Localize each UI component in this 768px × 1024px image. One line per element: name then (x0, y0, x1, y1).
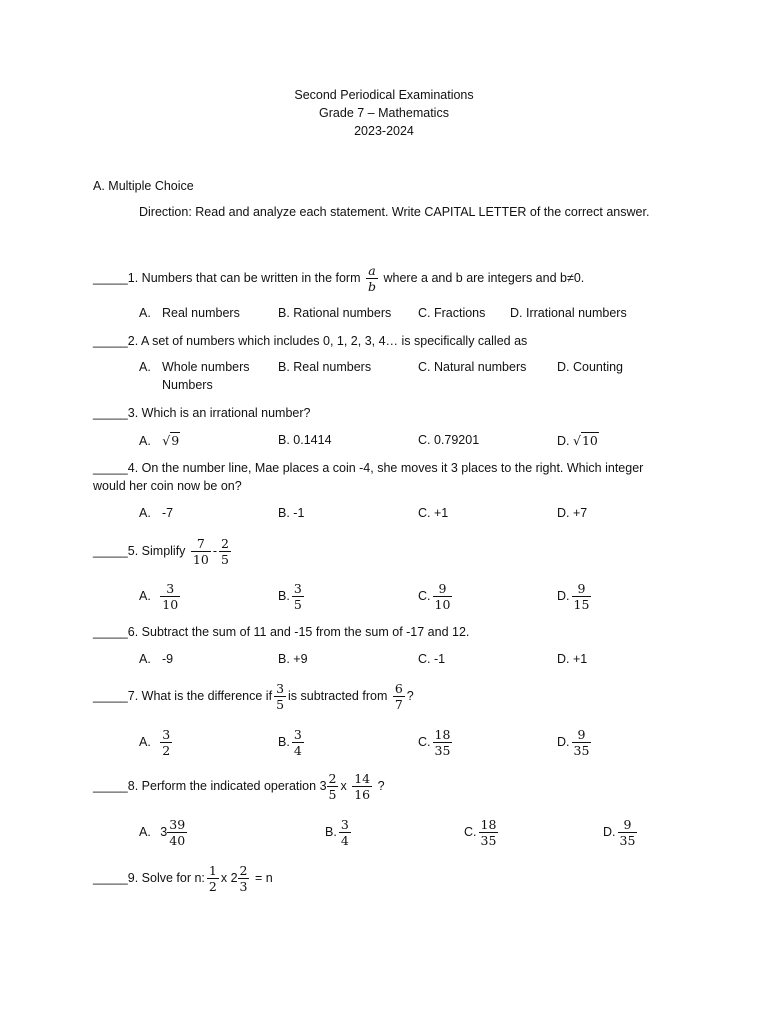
q7-fraction-1 (274, 681, 286, 712)
q5-c-den: 10 (434, 597, 451, 613)
q7-choice-c (418, 725, 454, 759)
q2-choice-c: C. Natural numbers (418, 360, 527, 374)
question-1 (93, 262, 584, 294)
answer-blank[interactable]: _____ (93, 334, 128, 348)
q1-text-post: where a and b are integers and b≠0. (383, 271, 585, 285)
q8-choice-a (139, 815, 189, 849)
q9-whole: 2 (230, 871, 238, 885)
question-9 (93, 861, 273, 895)
q4-choice-b: B. -1 (278, 506, 305, 520)
q5-b-fraction (292, 581, 304, 612)
answer-blank[interactable]: _____ (93, 406, 128, 420)
q5-d-fraction (572, 581, 592, 612)
q8-f1-den: 5 (328, 787, 337, 803)
q7-fraction-2 (393, 681, 405, 712)
direction-text: Direction: Read and analyze each statement. Write CAPITAL LETTER of the correct answer. (139, 205, 650, 219)
question-2 (93, 334, 527, 348)
exam-subtitle: Grade 7 – Mathematics (319, 106, 449, 120)
q8-f1-num: 2 (328, 771, 337, 787)
question-6 (93, 625, 469, 639)
q2-choice-d: D. Counting (557, 360, 624, 374)
q5-a-label: A. (139, 589, 151, 603)
answer-blank[interactable]: _____ (93, 689, 128, 703)
section-title: A. Multiple Choice (93, 179, 194, 193)
q3-choice-c: C. 0.79201 (418, 433, 480, 447)
q9-f2-den: 3 (239, 879, 248, 895)
q5-text-pre: 5. Simplify (127, 544, 186, 558)
q3-a-label: A. (139, 434, 151, 448)
q7-d-label: D. (557, 735, 570, 749)
q8-b-den: 4 (340, 833, 349, 849)
q3-sqrt-9: √9 (162, 433, 180, 448)
q7-b-label: B. (278, 735, 290, 749)
q3-radicand-d: 10 (581, 433, 598, 448)
q4-choice-c: C. +1 (418, 506, 449, 520)
q8-c-den: 35 (480, 833, 497, 849)
q2-choice-a-label: A. (139, 360, 151, 374)
q8-a-whole: 3 (160, 825, 168, 839)
q6-text: 6. Subtract the sum of 11 and -15 from the sum of -17 and 12. (127, 625, 470, 639)
q1-choice-a-label: A. (139, 306, 151, 320)
q7-a-fraction (160, 727, 172, 758)
answer-blank[interactable]: _____ (93, 625, 128, 639)
q2-choice-b: B. Real numbers (278, 360, 372, 374)
q8-whole: 3 (319, 779, 327, 793)
q3-d-label: D. (557, 434, 570, 448)
q7-choice-a (139, 725, 174, 759)
q8-c-label: C. (464, 825, 477, 839)
q1-frac-num: a (366, 263, 378, 279)
q1-frac-den: b (368, 279, 377, 295)
q7-b-fraction (292, 727, 304, 758)
q3-radicand-a: 9 (171, 433, 180, 448)
q7-choice-b (278, 725, 306, 759)
q5-choice-a (139, 579, 182, 613)
q5-d-label: D. (557, 589, 570, 603)
q2-choice-d-wrap: Numbers (162, 378, 213, 392)
q9-times: x (220, 871, 228, 885)
q5-f1-num: 7 (191, 536, 211, 552)
q7-choice-d (557, 725, 593, 759)
q7-text-mid: is subtracted from (288, 689, 388, 703)
q8-b-label: B. (325, 825, 337, 839)
question-7 (93, 679, 414, 713)
q8-d-den: 35 (619, 833, 636, 849)
q7-f1-num: 3 (276, 681, 285, 697)
q8-text-pre: 8. Perform the indicated operation (127, 779, 317, 793)
q6-choice-b: B. +9 (278, 652, 308, 666)
q5-f2-num: 2 (220, 536, 229, 552)
q9-f2-num: 2 (239, 863, 248, 879)
q5-minus: - (212, 544, 217, 558)
q5-fraction-2 (219, 536, 231, 567)
question-4 (93, 461, 643, 475)
q8-a-label: A. (139, 825, 151, 839)
q4-choice-d: D. +7 (557, 506, 588, 520)
q8-a-den: 40 (169, 833, 186, 849)
q5-c-num: 9 (433, 581, 453, 597)
q8-d-num: 9 (618, 817, 638, 833)
q8-choice-c (464, 815, 500, 849)
q1-choice-a: Real numbers (162, 306, 240, 320)
answer-blank[interactable]: _____ (93, 271, 128, 285)
q8-b-num: 3 (340, 817, 349, 833)
q4-choice-a-label: A. (139, 506, 151, 520)
q8-d-label: D. (603, 825, 616, 839)
q4-choice-a: -7 (162, 506, 174, 520)
q1-choice-c: C. Fractions (418, 306, 486, 320)
q7-a-den: 2 (162, 743, 171, 759)
q3-choice-a (139, 433, 180, 448)
q7-c-num: 18 (434, 727, 451, 743)
q7-c-fraction (433, 727, 453, 758)
q8-c-num: 18 (480, 817, 497, 833)
q9-fraction-1 (207, 863, 219, 894)
q8-choice-b (325, 815, 353, 849)
q5-c-fraction (433, 581, 453, 612)
q8-f2-den: 16 (354, 787, 371, 803)
q8-text-post: ? (377, 779, 385, 793)
q7-c-label: C. (418, 735, 431, 749)
q7-text-pre: 7. What is the difference if (127, 689, 273, 703)
q7-d-num: 9 (572, 727, 592, 743)
q6-choice-c: C. -1 (418, 652, 446, 666)
q8-times: x (340, 779, 347, 793)
q5-d-num: 9 (572, 581, 592, 597)
q9-f1-den: 2 (208, 879, 217, 895)
q4-text-line2: would her coin now be on? (93, 479, 242, 493)
q5-a-den: 10 (162, 597, 179, 613)
q8-b-fraction (339, 817, 351, 848)
q1-text-pre: 1. Numbers that can be written in the form (127, 271, 361, 285)
q1-fraction (366, 263, 378, 294)
answer-blank[interactable]: _____ (93, 461, 128, 475)
q5-a-num: 3 (160, 581, 180, 597)
q5-c-label: C. (418, 589, 431, 603)
question-5 (93, 534, 233, 568)
q5-fraction-1 (191, 536, 211, 567)
q8-c-fraction (479, 817, 499, 848)
q7-f2-num: 6 (394, 681, 403, 697)
exam-title: Second Periodical Examinations (294, 88, 474, 102)
q7-a-label: A. (139, 735, 151, 749)
q5-d-den: 15 (573, 597, 590, 613)
q5-choice-d (557, 579, 593, 613)
q1-choice-d: D. Irrational numbers (510, 306, 627, 320)
answer-blank[interactable]: _____ (93, 871, 128, 885)
q6-choice-d: D. +1 (557, 652, 588, 666)
q7-d-fraction (572, 727, 592, 758)
q8-fraction-2 (352, 771, 372, 802)
q5-a-fraction (160, 581, 180, 612)
q5-f1-den: 10 (192, 552, 209, 568)
q5-b-num: 3 (293, 581, 302, 597)
q7-a-num: 3 (162, 727, 171, 743)
q3-choice-d (557, 433, 599, 448)
q3-choice-b: B. 0.1414 (278, 433, 332, 447)
q7-b-num: 3 (293, 727, 302, 743)
answer-blank[interactable]: _____ (93, 779, 128, 793)
question-8 (93, 769, 385, 803)
q1-choice-b: B. Rational numbers (278, 306, 392, 320)
q9-text-pre: 9. Solve for n: (127, 871, 205, 885)
q5-b-label: B. (278, 589, 290, 603)
q2-choice-a: Whole numbers (162, 360, 250, 374)
q7-b-den: 4 (293, 743, 302, 759)
q6-choice-a-label: A. (139, 652, 151, 666)
q6-choice-a: -9 (162, 652, 174, 666)
q5-f2-den: 5 (220, 552, 229, 568)
q9-fraction-2 (238, 863, 250, 894)
q8-a-fraction (167, 817, 187, 848)
q8-f2-num: 14 (354, 771, 371, 787)
q3-text: 3. Which is an irrational number? (127, 406, 311, 420)
school-year: 2023-2024 (354, 124, 414, 138)
q4-text-line1: 4. On the number line, Mae places a coin -4, she moves it 3 places to the right. Which integer (127, 461, 644, 475)
q8-choice-d (603, 815, 639, 849)
q9-f1-num: 1 (208, 863, 217, 879)
q5-b-den: 5 (293, 597, 302, 613)
question-3 (93, 406, 311, 420)
q2-text: 2. A set of numbers which includes 0, 1, 2, 3, 4… is specifically called as (127, 334, 528, 348)
q7-text-post: ? (406, 689, 414, 703)
q7-f1-den: 5 (276, 697, 285, 713)
q7-c-den: 35 (434, 743, 451, 759)
answer-blank[interactable]: _____ (93, 544, 128, 558)
q8-a-num: 39 (169, 817, 186, 833)
q5-choice-c (418, 579, 454, 613)
q7-f2-den: 7 (394, 697, 403, 713)
q3-sqrt-10: √10 (572, 433, 598, 448)
q5-choice-b (278, 579, 306, 613)
q9-text-post: = n (254, 871, 273, 885)
q8-fraction-1 (327, 771, 339, 802)
q8-d-fraction (618, 817, 638, 848)
q7-d-den: 35 (573, 743, 590, 759)
